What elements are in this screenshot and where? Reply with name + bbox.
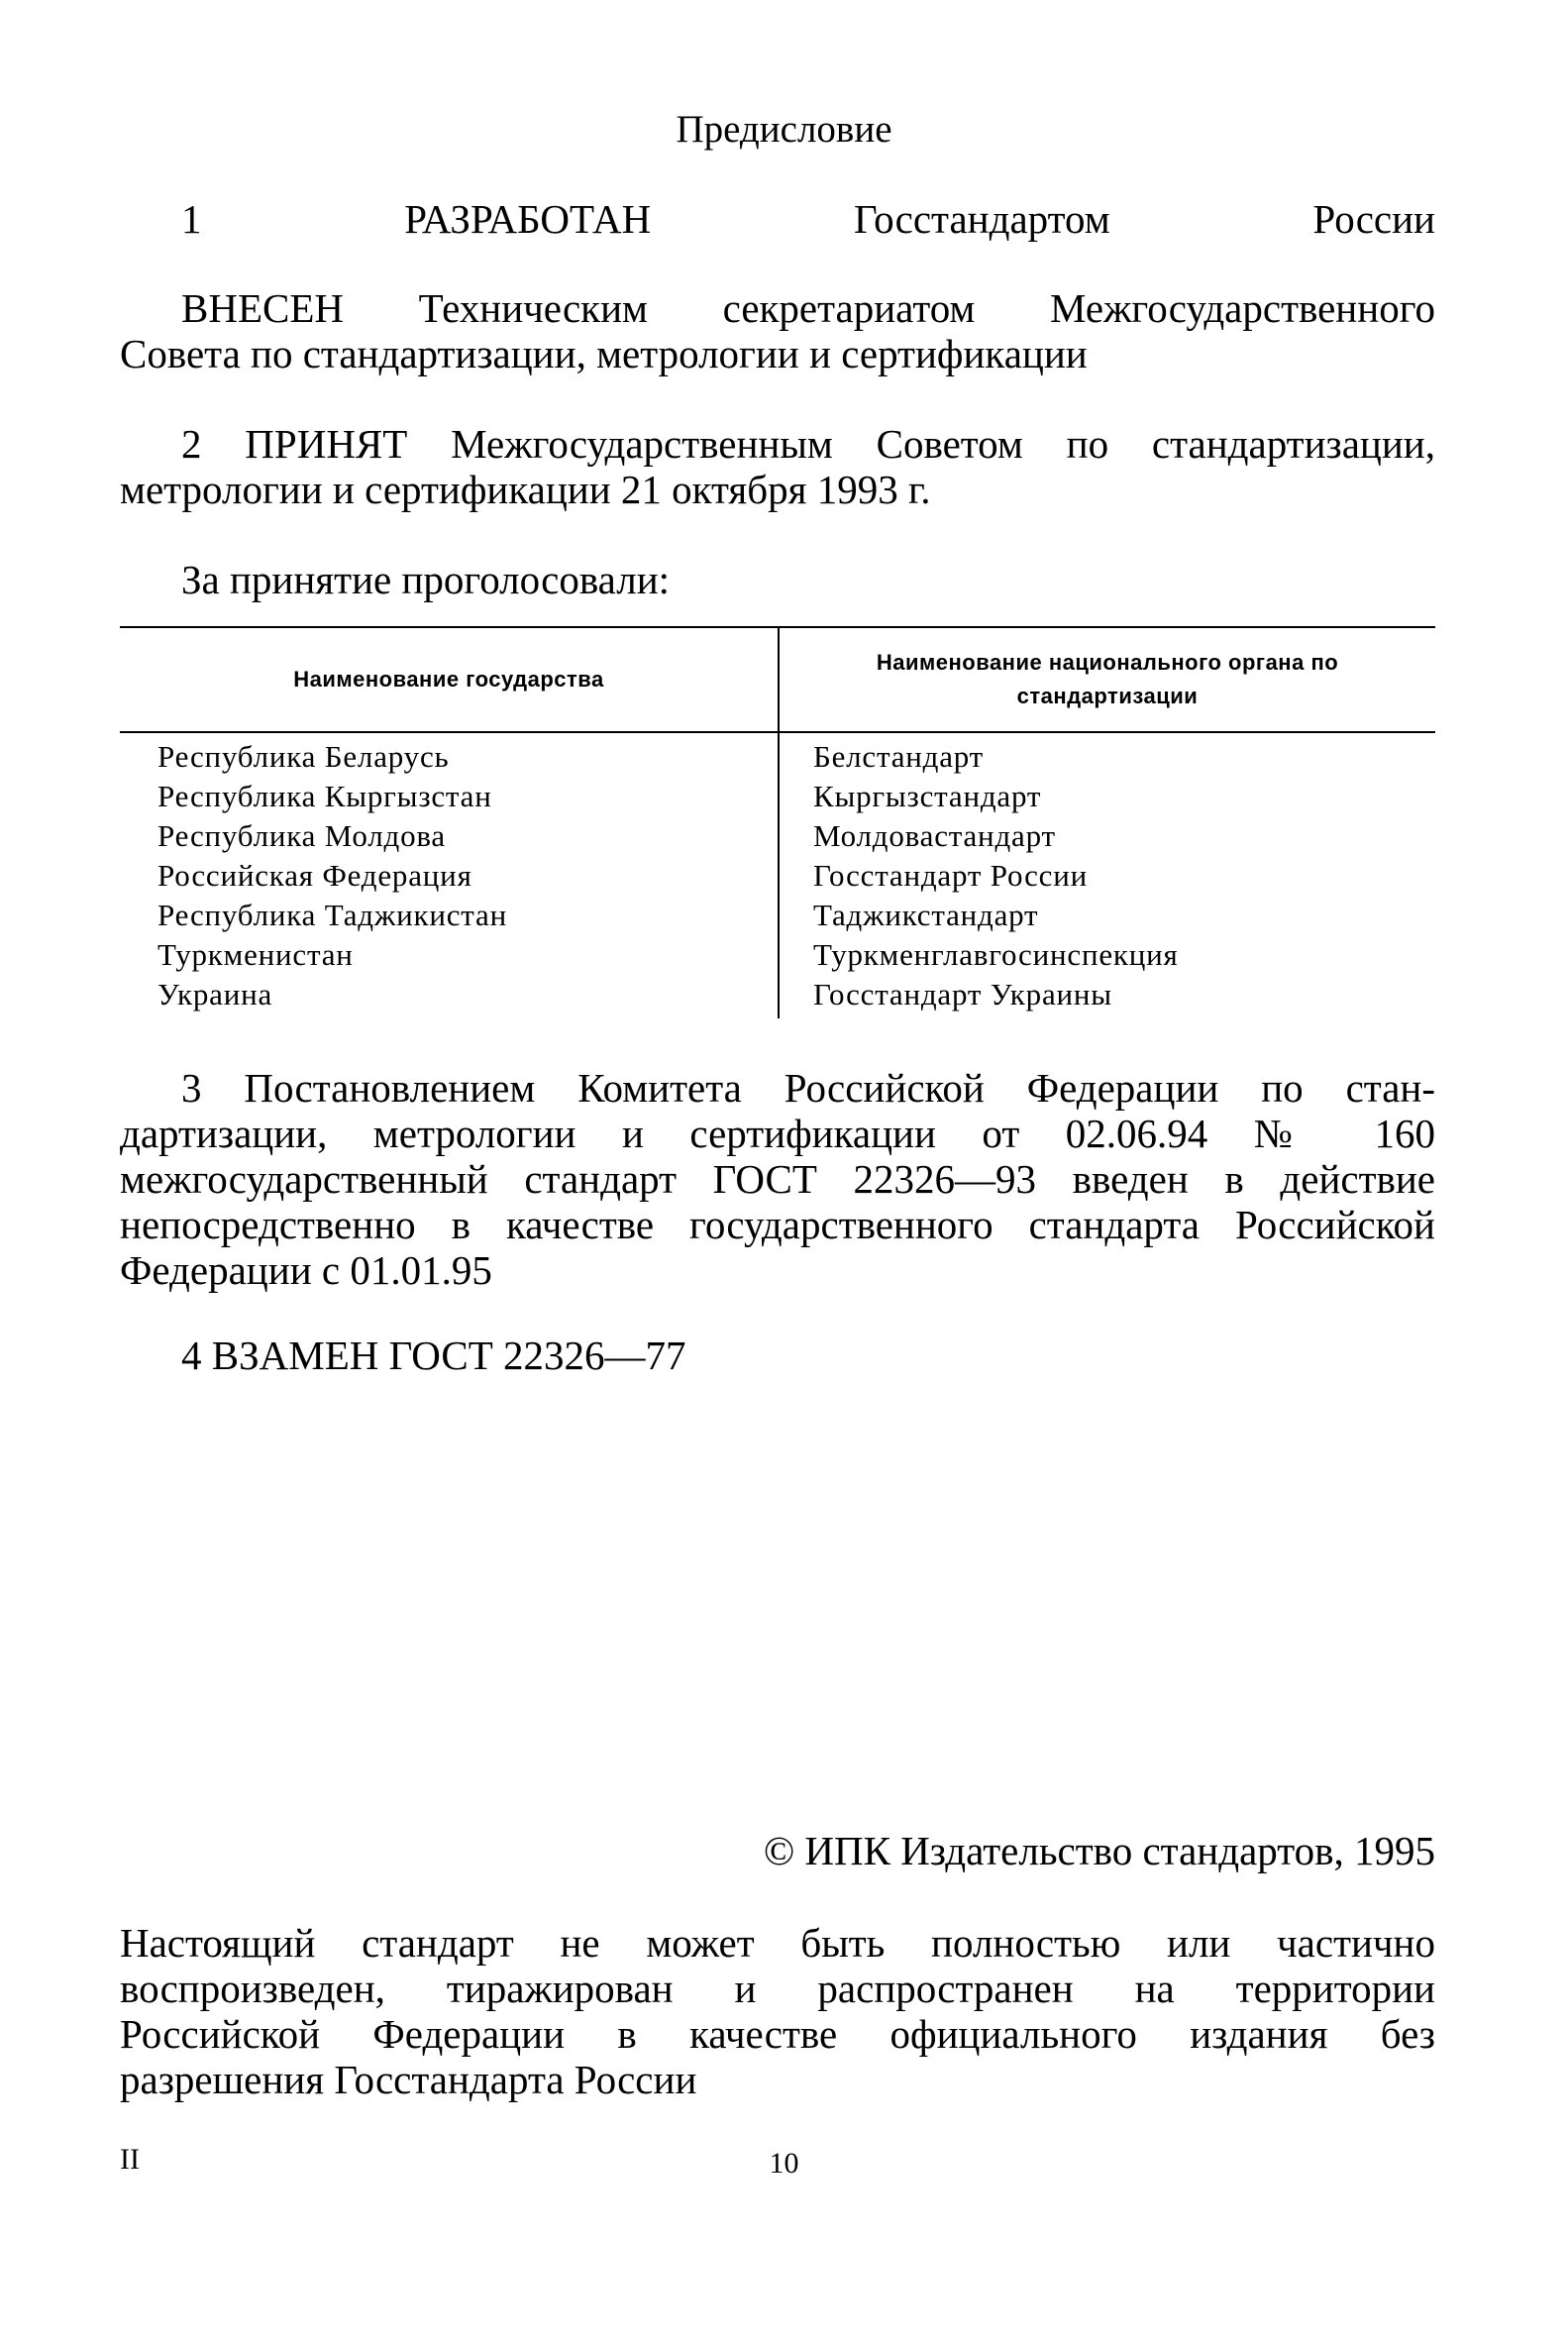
section-1-developed bbox=[120, 196, 1435, 242]
notice-line-4: разрешения Госстандарта России bbox=[120, 2057, 697, 2102]
table-cell-state: Республика Таджикистан bbox=[157, 898, 507, 932]
submitted-line-2: Совета по стандартизации, метрологии и сертификации bbox=[120, 331, 1088, 376]
table-cell-state: Республика Беларусь bbox=[157, 739, 450, 774]
vote-intro bbox=[120, 557, 1435, 602]
table-cell-body: Таджикстандарт bbox=[813, 898, 1039, 932]
resolution-line-5: Федерации с 01.01.95 bbox=[120, 1247, 492, 1293]
table-cell-body: Белстандарт bbox=[813, 739, 985, 774]
table-cell-state: Украина bbox=[157, 977, 273, 1012]
table-cell-body: Молдовастандарт bbox=[813, 818, 1056, 853]
table-cell-state: Туркменистан bbox=[157, 937, 354, 972]
notice-line-3: Российской Федерации в качестве официального издания без bbox=[120, 2011, 1435, 2057]
table-header-state: Наименование государства bbox=[293, 667, 604, 692]
vote-intro-text: За принятие проголосовали: bbox=[181, 557, 671, 602]
resolution-line-3: межгосударственный стандарт ГОСТ 22326—93 введен в действие bbox=[120, 1156, 1435, 1202]
submitted-line-1: ВНЕСЕН Техническим секретариатом Межгосударственного bbox=[181, 285, 1435, 331]
table-cell-state: Республика Молдова bbox=[157, 818, 446, 853]
page-title: Предисловие bbox=[676, 108, 892, 151]
table-states-column bbox=[157, 737, 507, 1014]
replaces-text: 4 ВЗАМЕН ГОСТ 22326—77 bbox=[181, 1332, 686, 1378]
table-cell-body: Кыргызстандарт bbox=[813, 779, 1042, 813]
footer-roman-numeral: II bbox=[120, 2143, 140, 2176]
table-header-body-line-2: стандартизации bbox=[1016, 684, 1199, 708]
table-cell-state: Российская Федерация bbox=[157, 858, 472, 893]
resolution-line-1: 3 Постановлением Комитета Российской Федерации по стан- bbox=[181, 1065, 1435, 1111]
adopted-line-1: 2 ПРИНЯТ Межгосударственным Советом по стандартизации, bbox=[181, 421, 1435, 467]
section-1-submitted bbox=[120, 285, 1435, 376]
voting-table bbox=[120, 626, 1435, 1020]
section-1-text: 1 РАЗРАБОТАН Госстандартом России bbox=[181, 196, 1435, 242]
section-2-adopted bbox=[120, 421, 1435, 512]
table-header-body-line-1: Наименование национального органа по bbox=[876, 650, 1339, 675]
table-header-rule bbox=[120, 731, 1435, 733]
table-header-body bbox=[780, 630, 1435, 729]
table-cell-body: Туркменглавгосинспекция bbox=[813, 937, 1179, 972]
reproduction-notice bbox=[120, 1920, 1435, 2102]
notice-line-2: воспроизведен, тиражирован и распространен на территории bbox=[120, 1966, 1435, 2011]
resolution-line-2: дартизации, метрологии и сертификации от 02.06.94 № 160 bbox=[120, 1111, 1435, 1156]
page-number: 10 bbox=[769, 2147, 799, 2180]
section-3-resolution bbox=[120, 1065, 1435, 1293]
table-cell-body: Госстандарт России bbox=[813, 858, 1089, 893]
resolution-line-4: непосредственно в качестве государственного стандарта Российской bbox=[120, 1202, 1435, 1247]
copyright-notice: © ИПК Издательство стандартов, 1995 bbox=[763, 1828, 1435, 1873]
table-bodies-column bbox=[813, 737, 1179, 1014]
table-cell-body: Госстандарт Украины bbox=[813, 977, 1112, 1012]
notice-line-1: Настоящий стандарт не может быть полностью или частично bbox=[120, 1920, 1435, 1966]
table-cell-state: Республика Кыргызстан bbox=[157, 779, 492, 813]
adopted-line-2: метрологии и сертификации 21 октября 1993 г. bbox=[120, 467, 931, 512]
section-4-replaces bbox=[120, 1332, 1435, 1378]
